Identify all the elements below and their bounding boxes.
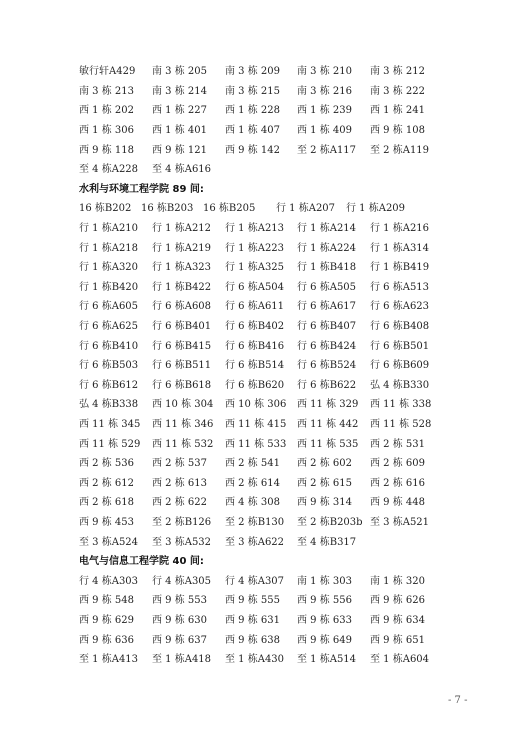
room-entry: 西 2 栋 537 <box>152 458 207 470</box>
room-entry: 西 9 栋 637 <box>152 634 207 646</box>
room-entry: 至 4 栋A616 <box>152 164 212 176</box>
room-entry: 西 10 栋 304 <box>152 399 214 411</box>
room-entry: 南 3 栋 209 <box>225 66 280 78</box>
room-entry: 西 9 栋 638 <box>225 634 280 646</box>
room-entry: 行 1 栋A210 <box>79 223 139 235</box>
room-entry: 西 1 栋 241 <box>370 105 425 117</box>
room-entry: 至 3 栋A524 <box>79 536 139 548</box>
room-entry: 16 栋B203 <box>141 203 194 215</box>
room-entry: 行 1 栋A219 <box>152 242 212 254</box>
room-entry: 至 4 栋B317 <box>297 536 357 548</box>
room-row <box>79 158 459 178</box>
room-row <box>79 393 459 413</box>
room-entry: 西 11 栋 528 <box>370 418 432 430</box>
room-entry: 行 6 栋B416 <box>225 340 285 352</box>
room-entry: 行 4 栋A303 <box>79 575 139 587</box>
room-row <box>79 60 459 80</box>
room-entry: 行 1 栋B418 <box>297 262 357 274</box>
room-entry: 至 3 栋A622 <box>225 536 285 548</box>
room-entry: 西 1 栋 306 <box>79 125 134 137</box>
room-entry: 西 9 栋 121 <box>152 144 207 156</box>
room-entry: 至 3 栋A521 <box>370 516 430 528</box>
room-entry: 行 1 栋B419 <box>370 262 430 274</box>
room-row <box>79 256 459 276</box>
room-row <box>79 471 459 491</box>
room-entry: 南 3 栋 216 <box>297 85 352 97</box>
room-list-water-environment <box>79 217 459 550</box>
room-entry: 南 3 栋 212 <box>370 66 425 78</box>
room-entry: 西 11 栋 442 <box>297 418 359 430</box>
room-row <box>79 315 459 335</box>
section-heading-electrical-information: 电气与信息工程学院 40 间: <box>79 556 204 568</box>
room-entry: 16 栋B202 <box>79 203 132 215</box>
room-entry: 西 9 栋 108 <box>370 125 425 137</box>
room-entry: 西 9 栋 626 <box>370 595 425 607</box>
room-entry: 西 9 栋 548 <box>79 595 134 607</box>
room-entry: 西 1 栋 202 <box>79 105 134 117</box>
room-entry: 西 10 栋 306 <box>225 399 287 411</box>
room-entry: 行 1 栋A209 <box>346 203 406 215</box>
room-list-electrical-information <box>79 569 459 667</box>
room-entry: 西 11 栋 535 <box>297 438 359 450</box>
room-row <box>79 236 459 256</box>
room-entry: 西 1 栋 227 <box>152 105 207 117</box>
room-entry: 行 1 栋A320 <box>79 262 139 274</box>
room-entry: 行 6 栋A608 <box>152 301 212 313</box>
room-list-first-row <box>79 197 459 217</box>
page-number: - 7 - <box>448 695 468 706</box>
room-row <box>79 609 459 629</box>
room-entry: 西 1 栋 401 <box>152 125 207 137</box>
room-entry: 行 6 栋B609 <box>370 360 430 372</box>
room-entry: 至 1 栋A604 <box>370 654 430 666</box>
room-entry: 南 3 栋 214 <box>152 85 207 97</box>
room-row <box>79 589 459 609</box>
room-entry: 行 1 栋A223 <box>225 242 285 254</box>
room-entry: 行 1 栋A207 <box>276 203 336 215</box>
room-entry: 西 9 栋 631 <box>225 614 280 626</box>
room-entry: 行 1 栋A214 <box>297 223 357 235</box>
room-row <box>79 295 459 315</box>
room-entry: 西 2 栋 613 <box>152 477 207 489</box>
room-entry: 南 3 栋 213 <box>79 85 134 97</box>
room-entry: 西 1 栋 407 <box>225 125 280 137</box>
room-entry: 行 6 栋A504 <box>225 281 285 293</box>
room-row <box>79 491 459 511</box>
room-entry: 行 6 栋A605 <box>79 301 139 313</box>
room-row <box>79 334 459 354</box>
room-row <box>79 276 459 296</box>
room-entry: 行 6 栋A623 <box>370 301 430 313</box>
room-row <box>79 569 459 589</box>
room-entry: 西 4 栋 308 <box>225 497 280 509</box>
room-entry: 行 6 栋B402 <box>225 321 285 333</box>
room-entry: 西 2 栋 614 <box>225 477 280 489</box>
room-entry: 行 6 栋A611 <box>225 301 285 313</box>
room-row <box>79 432 459 452</box>
room-entry: 西 2 栋 618 <box>79 497 134 509</box>
room-list-block-continued <box>79 60 459 178</box>
room-entry: 行 1 栋A216 <box>370 223 430 235</box>
room-entry: 西 9 栋 634 <box>370 614 425 626</box>
room-row <box>79 628 459 648</box>
room-list-content <box>79 60 459 667</box>
room-entry: 16 栋B205 <box>203 203 256 215</box>
room-entry: 敏行轩A429 <box>79 66 136 78</box>
room-entry: 至 1 栋A413 <box>79 654 139 666</box>
room-entry: 行 6 栋B618 <box>152 379 212 391</box>
room-entry: 南 1 栋 320 <box>370 575 425 587</box>
room-entry: 行 6 栋A617 <box>297 301 357 313</box>
room-row <box>79 138 459 158</box>
room-entry: 南 3 栋 205 <box>152 66 207 78</box>
room-entry: 至 3 栋A532 <box>152 536 212 548</box>
room-entry: 西 11 栋 532 <box>152 438 214 450</box>
room-entry: 西 2 栋 616 <box>370 477 425 489</box>
room-entry: 南 1 栋 303 <box>297 575 352 587</box>
room-entry: 弘 4 栋B330 <box>370 379 430 391</box>
room-entry: 行 1 栋A325 <box>225 262 285 274</box>
room-entry: 西 11 栋 338 <box>370 399 432 411</box>
room-entry: 西 9 栋 118 <box>79 144 134 156</box>
room-entry: 西 9 栋 314 <box>297 497 352 509</box>
room-entry: 西 9 栋 649 <box>297 634 352 646</box>
room-entry: 行 6 栋B524 <box>297 360 357 372</box>
room-entry: 行 1 栋A323 <box>152 262 212 274</box>
room-entry: 行 6 栋A505 <box>297 281 357 293</box>
room-entry: 西 2 栋 536 <box>79 458 134 470</box>
room-entry: 行 6 栋A513 <box>370 281 430 293</box>
room-entry: 行 6 栋B401 <box>152 321 212 333</box>
room-entry: 行 6 栋B408 <box>370 321 430 333</box>
room-entry: 西 9 栋 636 <box>79 634 134 646</box>
room-entry: 弘 4 栋B338 <box>79 399 139 411</box>
section-heading-water-environment: 水利与环境工程学院 89 间: <box>79 183 204 195</box>
room-entry: 行 1 栋A213 <box>225 223 285 235</box>
room-entry: 西 2 栋 612 <box>79 477 134 489</box>
room-entry: 行 6 栋A625 <box>79 321 139 333</box>
room-entry: 西 9 栋 142 <box>225 144 280 156</box>
room-row <box>79 354 459 374</box>
room-entry: 行 6 栋B415 <box>152 340 212 352</box>
room-row <box>79 217 459 237</box>
room-entry: 西 11 栋 346 <box>152 418 214 430</box>
room-entry: 西 9 栋 633 <box>297 614 352 626</box>
room-entry: 西 2 栋 622 <box>152 497 207 509</box>
room-entry: 行 4 栋A305 <box>152 575 212 587</box>
room-entry: 西 2 栋 541 <box>225 458 280 470</box>
room-entry: 至 2 栋A119 <box>370 144 430 156</box>
room-entry: 西 9 栋 448 <box>370 497 425 509</box>
room-entry: 西 2 栋 602 <box>297 458 352 470</box>
room-entry: 行 6 栋B503 <box>79 360 139 372</box>
room-row <box>79 648 459 668</box>
room-entry: 南 3 栋 215 <box>225 85 280 97</box>
room-entry: 西 9 栋 651 <box>370 634 425 646</box>
room-entry: 至 2 栋B203b <box>297 516 363 528</box>
room-row <box>79 413 459 433</box>
room-row <box>79 374 459 394</box>
room-entry: 西 9 栋 553 <box>152 595 207 607</box>
room-entry: 西 11 栋 415 <box>225 418 287 430</box>
room-entry: 西 2 栋 609 <box>370 458 425 470</box>
room-entry: 行 6 栋B511 <box>152 360 212 372</box>
room-entry: 西 9 栋 555 <box>225 595 280 607</box>
room-row <box>79 511 459 531</box>
room-entry: 行 1 栋A314 <box>370 242 430 254</box>
room-row <box>79 530 459 550</box>
room-row <box>79 99 459 119</box>
room-entry: 行 6 栋B407 <box>297 321 357 333</box>
room-entry: 行 1 栋A224 <box>297 242 357 254</box>
room-entry: 至 1 栋A418 <box>152 654 212 666</box>
room-entry: 西 2 栋 531 <box>370 438 425 450</box>
room-entry: 南 3 栋 222 <box>370 85 425 97</box>
room-entry: 行 1 栋A212 <box>152 223 212 235</box>
room-entry: 行 6 栋B501 <box>370 340 430 352</box>
room-entry: 至 2 栋B130 <box>225 516 285 528</box>
room-entry: 西 1 栋 409 <box>297 125 352 137</box>
room-entry: 至 1 栋A514 <box>297 654 357 666</box>
room-entry: 西 1 栋 239 <box>297 105 352 117</box>
room-entry: 西 1 栋 228 <box>225 105 280 117</box>
room-row <box>79 119 459 139</box>
room-entry: 西 9 栋 453 <box>79 516 134 528</box>
room-entry: 西 2 栋 615 <box>297 477 352 489</box>
room-entry: 行 6 栋B410 <box>79 340 139 352</box>
room-entry: 行 1 栋B422 <box>152 281 212 293</box>
room-entry: 至 2 栋B126 <box>152 516 212 528</box>
room-row <box>79 197 459 217</box>
room-entry: 西 11 栋 345 <box>79 418 141 430</box>
room-entry: 行 4 栋A307 <box>225 575 285 587</box>
room-entry: 南 3 栋 210 <box>297 66 352 78</box>
room-entry: 行 6 栋B622 <box>297 379 357 391</box>
room-entry: 行 6 栋B424 <box>297 340 357 352</box>
room-entry: 西 9 栋 556 <box>297 595 352 607</box>
room-entry: 至 1 栋A430 <box>225 654 285 666</box>
room-entry: 西 9 栋 629 <box>79 614 134 626</box>
room-entry: 西 11 栋 529 <box>79 438 141 450</box>
room-entry: 行 1 栋B420 <box>79 281 139 293</box>
room-entry: 至 2 栋A117 <box>297 144 357 156</box>
room-entry: 至 4 栋A228 <box>79 164 139 176</box>
room-row <box>79 80 459 100</box>
room-entry: 西 11 栋 329 <box>297 399 359 411</box>
room-entry: 行 6 栋B620 <box>225 379 285 391</box>
room-entry: 西 9 栋 630 <box>152 614 207 626</box>
room-entry: 行 1 栋A218 <box>79 242 139 254</box>
room-entry: 行 6 栋B514 <box>225 360 285 372</box>
room-row <box>79 452 459 472</box>
room-entry: 行 6 栋B612 <box>79 379 139 391</box>
room-entry: 西 11 栋 533 <box>225 438 287 450</box>
